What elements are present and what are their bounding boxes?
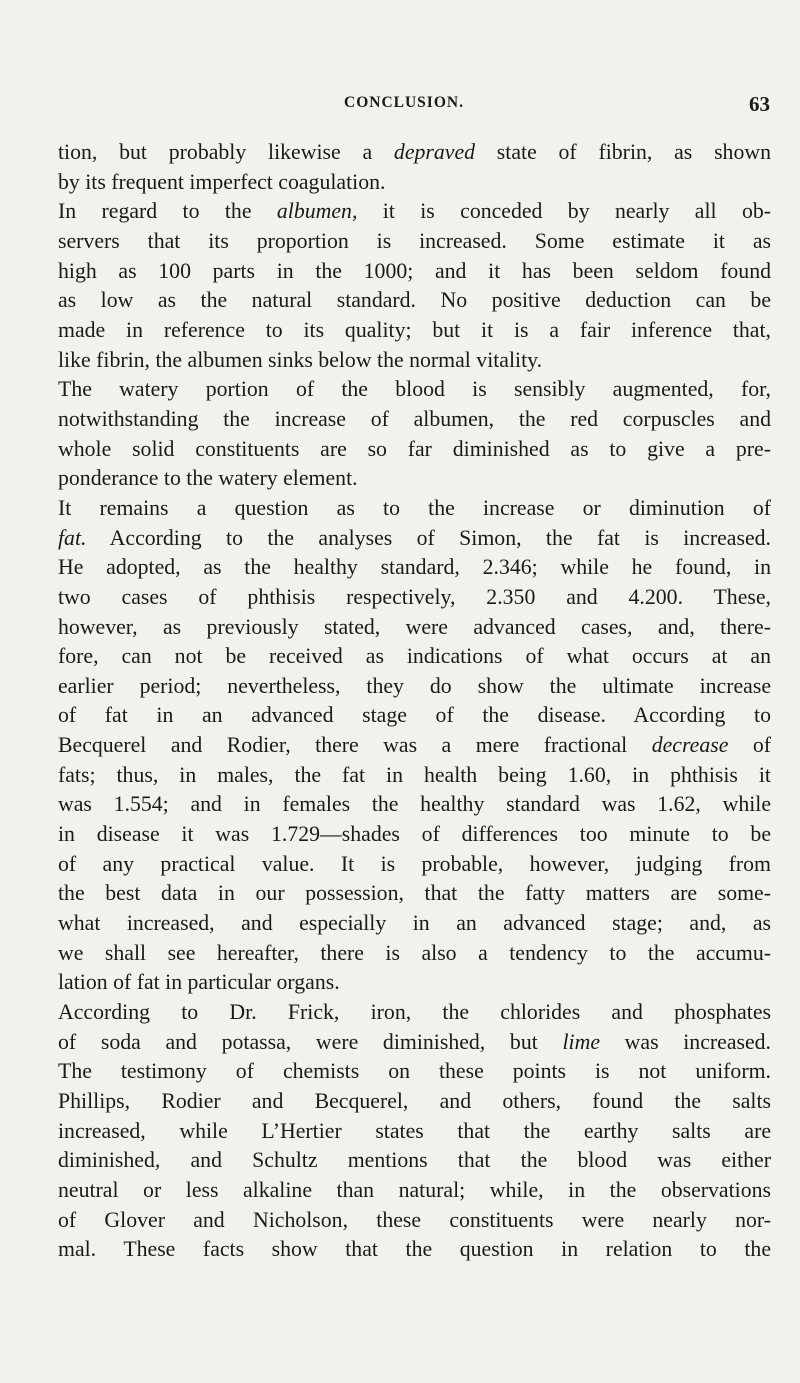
text-line: increased, while L’Hertier states that the earthy salts are — [58, 1118, 771, 1143]
text-line: however, as previously stated, were advanced cases, and, there- — [58, 614, 771, 639]
text-line: diminished, and Schultz mentions that the blood was either — [58, 1148, 771, 1173]
text-line: of Glover and Nicholson, these constituents were nearly nor- — [58, 1207, 771, 1232]
text-line: The watery portion of the blood is sensibly augmented, for, — [58, 377, 771, 402]
text-line: made in reference to its quality; but it is a fair inference that, — [58, 317, 771, 342]
text-line: According to Dr. Frick, iron, the chlorides and phosphates — [58, 1000, 771, 1025]
text-line: earlier period; nevertheless, they do show the ultimate increase — [58, 673, 771, 698]
text-line: by its frequent imperfect coagulation. — [58, 169, 386, 194]
text-line: whole solid constituents are so far diminished as to give a pre- — [58, 436, 771, 461]
text-line: high as 100 parts in the 1000; and it has been seldom found — [58, 258, 771, 283]
running-head-title: CONCLUSION. — [344, 94, 464, 111]
text-line: like fibrin, the albumen sinks below the normal vitality. — [58, 347, 543, 372]
body-text — [58, 138, 771, 1265]
text-line: fat. According to the analyses of Simon, the fat is increased. — [58, 525, 771, 550]
text-line: lation of fat in particular organs. — [58, 970, 340, 995]
text-line: two cases of phthisis respectively, 2.350 and 4.200. These, — [58, 584, 771, 609]
text-line: was 1.554; and in females the healthy standard was 1.62, while — [58, 792, 771, 817]
text-line: in disease it was 1.729—shades of differences too minute to be — [58, 822, 771, 847]
text-line: we shall see hereafter, there is also a tendency to the accumu- — [58, 940, 771, 965]
text-line: fore, can not be received as indications of what occurs at an — [58, 644, 771, 669]
text-line: The testimony of chemists on these points is not uniform. — [58, 1059, 771, 1084]
text-line: Phillips, Rodier and Becquerel, and others, found the salts — [58, 1089, 771, 1113]
text-line: as low as the natural standard. No positive deduction can be — [58, 288, 771, 313]
text-line: It remains a question as to the increase or diminution of — [58, 495, 771, 520]
text-line: servers that its proportion is increased. Some estimate it as — [58, 228, 771, 253]
text-line: mal. These facts show that the question in relation to the — [58, 1237, 771, 1262]
text-line: what increased, and especially in an advanced stage; and, as — [58, 911, 771, 936]
text-line: ponderance to the watery element. — [58, 466, 358, 491]
text-line: of any practical value. It is probable, however, judging from — [58, 851, 771, 876]
text-line: notwithstanding the increase of albumen, the red corpuscles and — [58, 406, 771, 431]
text-line: fats; thus, in males, the fat in health being 1.60, in phthisis it — [58, 762, 771, 787]
text-line: of fat in an advanced stage of the disease. According to — [58, 703, 771, 728]
text-line: He adopted, as the healthy standard, 2.346; while he found, in — [58, 555, 771, 580]
text-line: neutral or less alkaline than natural; while, in the observations — [58, 1177, 771, 1202]
page-number: 63 — [749, 92, 770, 116]
text-line: of soda and potassa, were diminished, but lime was increased. — [58, 1029, 771, 1054]
text-line: the best data in our possession, that the fatty matters are some- — [58, 881, 771, 906]
running-head — [0, 94, 800, 124]
text-line: Becquerel and Rodier, there was a mere fractional decrease of — [58, 733, 772, 758]
text-line: tion, but probably likewise a depraved state of fibrin, as shown — [58, 140, 771, 164]
text-line: In regard to the albumen, it is conceded by nearly all ob- — [58, 199, 771, 224]
